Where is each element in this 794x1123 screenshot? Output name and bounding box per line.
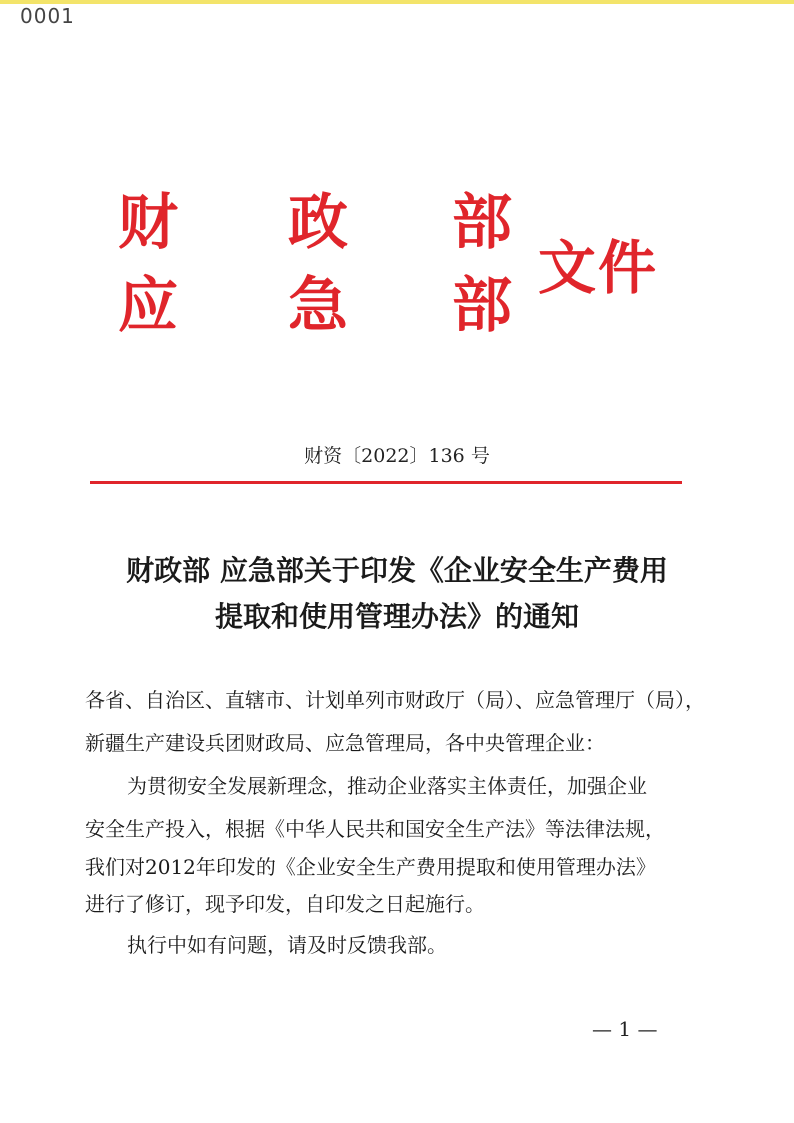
masthead-wenjian: 文件 <box>538 234 659 302</box>
masthead-char-ji: 急 <box>288 271 348 341</box>
page-corner-mark: 0001 <box>20 4 75 28</box>
paragraph-1-line-2: 安全生产投入，根据《中华人民共和国安全生产法》等法律法规， <box>85 817 665 841</box>
masthead-char-bu-1: 部 <box>452 188 512 258</box>
masthead-char-ying: 应 <box>118 271 178 341</box>
masthead-char-cai: 财 <box>118 188 178 258</box>
paragraph-2: 执行中如有问题，请及时反馈我部。 <box>127 933 447 957</box>
masthead-char-bu-2: 部 <box>452 271 512 341</box>
masthead-char-zheng: 政 <box>288 188 348 258</box>
paragraph-1-line-1: 为贯彻安全发展新理念，推动企业落实主体责任，加强企业 <box>127 774 647 798</box>
page-number: — 1 — <box>592 1017 658 1041</box>
document-title-line-1: 财政部 应急部关于印发《企业安全生产费用 <box>126 554 668 587</box>
document-title-line-2: 提取和使用管理办法》的通知 <box>214 600 579 633</box>
addressee-line-1: 各省、自治区、直辖市、计划单列市财政厅（局）、应急管理厅（局）， <box>85 688 705 712</box>
paragraph-1-line-4: 进行了修订，现予印发，自印发之日起施行。 <box>85 892 485 916</box>
red-divider <box>90 481 682 484</box>
addressee-line-2: 新疆生产建设兵团财政局、应急管理局，各中央管理企业： <box>85 731 605 755</box>
page-top-edge <box>0 0 794 4</box>
paragraph-1-line-3: 我们对2012年印发的《企业安全生产费用提取和使用管理办法》 <box>85 855 656 879</box>
document-number: 财资〔2022〕136 号 <box>304 445 490 467</box>
